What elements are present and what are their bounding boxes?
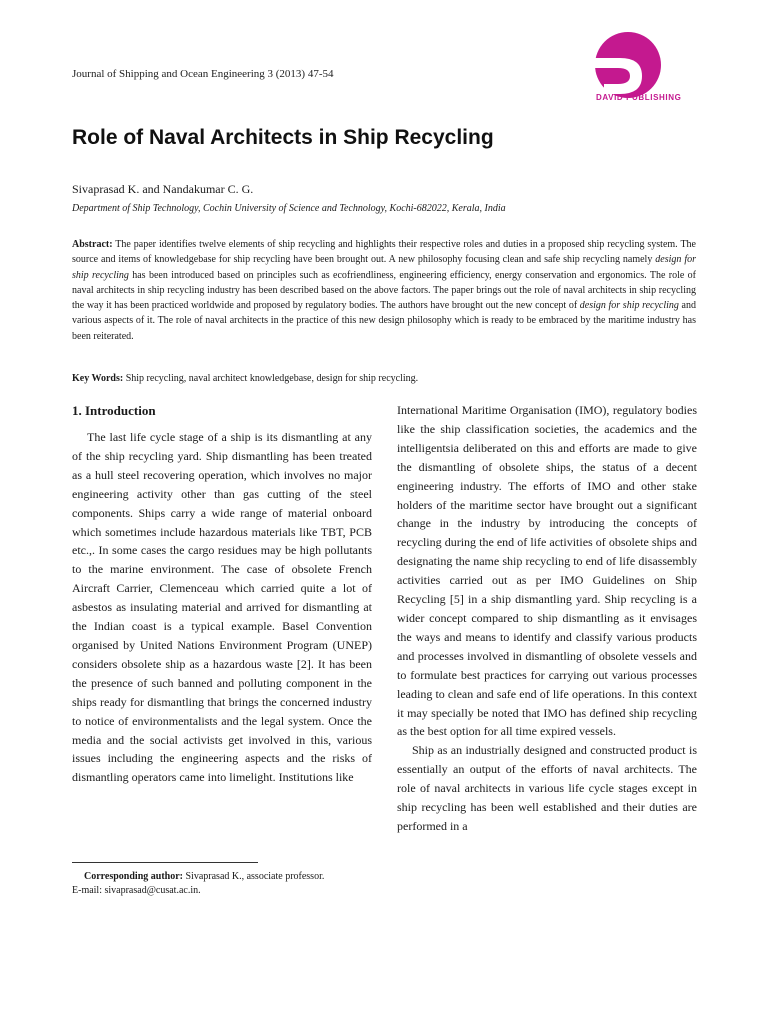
footnote-author: Sivaprasad K., associate professor. [183, 871, 325, 882]
footnote-divider [72, 862, 258, 863]
right-column [397, 401, 697, 836]
abstract-text-1: The paper identifies twelve elements of ship recycling and highlights their respective roles and duties in a proposed ship recycling system. The source and items of knowledgebase for ship recycling have been brought out. A new philosophy focusing clean and safe ship recycling namely [72, 239, 696, 266]
abstract-label: Abstract: [72, 239, 113, 250]
keywords-label: Key Words: [72, 373, 124, 384]
intro-paragraph-right-2: Ship as an industrially designed and constructed product is essentially an output of the efforts of naval architects. The role of naval architects in various life cycle stages except in ship recycling has been well established and their duties are performed in a [397, 743, 697, 833]
paper-authors: Sivaprasad K. and Nandakumar C. G. [72, 182, 254, 196]
paper-affiliation: Department of Ship Technology, Cochin University of Science and Technology, Kochi-682022, Kerala, India [72, 203, 506, 214]
footnote-label: Corresponding author: [84, 871, 183, 882]
abstract [72, 237, 696, 344]
abstract-emphasis-2: design for ship recycling [579, 300, 679, 312]
keywords [72, 373, 418, 384]
paper-title: Role of Naval Architects in Ship Recycling [72, 126, 494, 149]
section-heading-introduction: 1. Introduction [72, 403, 156, 418]
left-column [72, 428, 372, 787]
journal-citation: Journal of Shipping and Ocean Engineering 3 (2013) 47-54 [72, 68, 334, 80]
footnote [72, 870, 372, 898]
intro-paragraph-left: The last life cycle stage of a ship is its dismantling at any of the ship recycling yard. Ship dismantling has been treated as a hull steel recovering operation, which involves no major engineering activity other than gas cutting of the steel components. Ships carry a wide range of material onboard which sometimes include hazardous materials like TBT, PCB etc.,. In some cases the cargo residues may be high pollutants to the marine environment. The case of obsolete French Aircraft Carrier, Clemenceau which carried quite a lot of asbestos as insulating material and arrived for dismantling at the Indian coast is a typical example. Basel Convention organised by United Nations Environment Program (UNEP) considers obsolete ship as a hazardous waste [2]. It has been the presence of such banned and polluting component in the ships ready for dismantling that brings the concerned industry to notice of environmentalists and the legal system. Once the media and the social activists get involved in this, various issues including the engineering aspects and the risks of dismantling operators came into limelight. Institutions like [72, 430, 372, 785]
abstract-emphasis-1: design for ship recycling [72, 254, 697, 281]
keywords-text: Ship recycling, naval architect knowledgebase, design for ship recycling. [123, 373, 419, 384]
publisher-logo-text: DAVID PUBLISHING [596, 93, 682, 102]
intro-paragraph-right-1: International Maritime Organisation (IMO), regulatory bodies like the ship classification societies, the academics and the intelligentsia deliberated on this and efforts are made to give the dismantling of obsolete ships, the status of a decent engineering industry. The efforts of IMO and other stake holders of the maritime sector have brought out a significant change in the industry by introducing the concepts of recycling during the end of life activities of obsolete ships and designating the name ship recycling to end of life disassembly activities carried out as per IMO Guidelines on Ship Recycling [5] in a ship dismantling yard. Ship recycling is a wider concept compared to ship dismantling as it envisages the ways and means to identify and classify various products and processes involved in dismantling of obsolete vessels and to formulate best practices for carrying out various processes leading to clean and safe end of life operations. In this context it may specially be noted that IMO has defined ship recycling as the best option for all time expired vessels. [397, 403, 697, 739]
footnote-email[interactable]: E-mail: sivaprasad@cusat.ac.in. [72, 885, 201, 896]
abstract-text-3: and various aspects of it. The role of naval architects in the practice of this new design philosophy which is ready to be embraced by the maritime industry has been reiterated. [72, 300, 696, 342]
abstract-text-2: has been introduced based on principles such as ecofriendliness, engineering efficiency, energy conservation and ergonomics. The role of naval architects in ship recycling industry has been described based on the above factors. The paper brings out the role of naval architects in ship recycling the way it has been practiced worldwide and proposed by regulatory bodies. The authors have brought out the new concept of [72, 269, 696, 312]
